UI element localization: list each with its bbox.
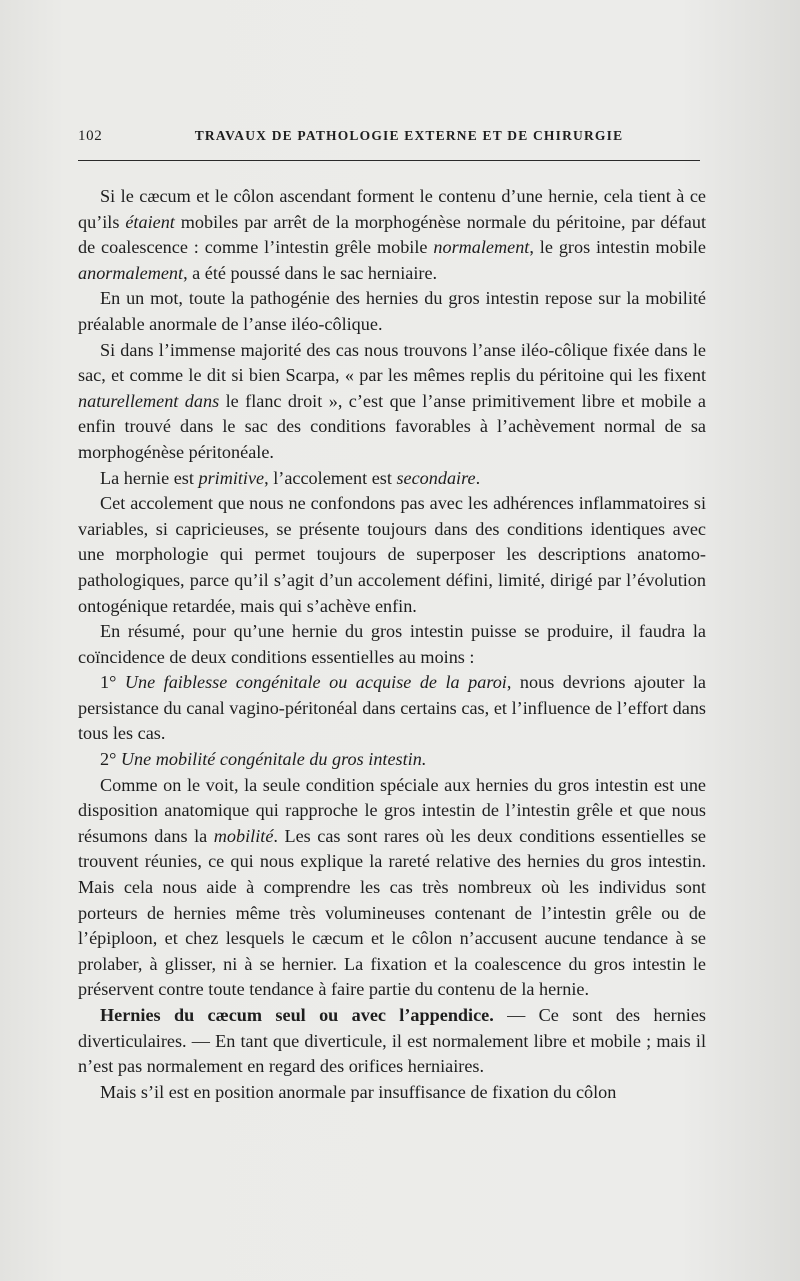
italic-text: Une faiblesse congénitale ou acquise de la paroi bbox=[124, 672, 507, 693]
paragraph bbox=[78, 1003, 706, 1080]
text-run: , l’accolement est bbox=[264, 467, 397, 488]
paragraph bbox=[78, 491, 706, 619]
text-run: , nous devrions ajouter la persistance du canal vagino-péritonéal dans certains cas, et l’influence de l’effort dans tous les cas. bbox=[78, 672, 706, 744]
paragraph bbox=[78, 747, 706, 773]
text-run: — Ce sont des hernies diverticulaires. — En tant que diverticule, il est normalement libre et mobile ; mais il n’est pas normalement en regard des orifices herniaires. bbox=[78, 1005, 706, 1077]
text-run: , a été poussé dans le sac herniaire. bbox=[183, 262, 438, 283]
bold-heading: Hernies du cæcum seul ou avec l’appendice. bbox=[100, 1005, 494, 1025]
paragraph bbox=[78, 619, 706, 670]
italic-text: secondaire bbox=[396, 467, 476, 488]
text-run: Comme on le voit, la seule condition spéciale aux hernies du gros intestin est une disposition anatomique qui rapproche le gros intestin de l’intestin grêle et que nous résumons dans la bbox=[78, 774, 706, 846]
italic-text: étaient bbox=[125, 211, 175, 232]
text-run: . Les cas sont rares où les deux conditions essentielles se trouvent réunies, ce qui nous explique la rareté relative des hernies du gros intestin. Mais cela nous aide à comprendre les cas très nombreux où les individus sont porteurs de hernies même très volumineuses contenant de l’intestin grêle ou de l’épiploon, et chez lesquels le cæcum et le côlon n’accusent aucune tendance à se prolaber, à glisser, ni à se hernier. La fixation et la coalescence du gros intestin le préservent contre toute tendance à faire partie du contenu de la hernie. bbox=[78, 825, 706, 1000]
text-run: Mais s’il est en position anormale par insuffisance de fixation du côlon bbox=[100, 1081, 617, 1102]
text-run: En résumé, pour qu’une hernie du gros intestin puisse se produire, il faudra la coïncidence de deux conditions essentielles au moins : bbox=[78, 621, 706, 667]
page-header bbox=[78, 128, 700, 145]
text-run: 1° bbox=[100, 672, 125, 693]
running-title: TRAVAUX DE PATHOLOGIE EXTERNE ET DE CHIRURGIE bbox=[194, 128, 624, 143]
italic-text: primitive bbox=[198, 467, 265, 488]
text-run: . bbox=[475, 467, 481, 488]
header-rule bbox=[78, 160, 700, 161]
italic-text: mobilité bbox=[213, 825, 274, 846]
text-run: La hernie est bbox=[100, 467, 199, 488]
italic-text: normalement bbox=[433, 237, 530, 258]
paragraph bbox=[78, 466, 706, 492]
paragraph bbox=[78, 286, 706, 337]
text-run: 2° bbox=[100, 749, 121, 770]
italic-text: anormalement bbox=[78, 262, 184, 283]
paragraph bbox=[78, 1080, 706, 1106]
text-run: Si dans l’immense majorité des cas nous trouvons l’anse iléo-côlique fixée dans le sac, et comme le dit si bien Scarpa, « par les mêmes replis du péritoine qui les fixent bbox=[78, 339, 706, 386]
text-run: le flanc droit », c’est que l’anse primitivement libre et mobile a enfin trouvé dans le sac des conditions favorables à l’achèvement normal de sa morphogénèse péritonéale. bbox=[78, 390, 706, 462]
italic-text: Une mobilité congénitale du gros intestin. bbox=[120, 749, 427, 770]
body-text bbox=[78, 184, 706, 1105]
text-run: En un mot, toute la pathogénie des hernies du gros intestin repose sur la mobilité préalable anormale de l’anse iléo-côlique. bbox=[78, 288, 706, 334]
italic-text: naturellement dans bbox=[78, 390, 220, 411]
page-number: 102 bbox=[78, 128, 103, 144]
paragraph bbox=[78, 670, 706, 747]
paragraph bbox=[78, 338, 706, 466]
text-run: mobiles par arrêt de la morphogénèse normale du péritoine, par défaut de coalescence : comme l’intestin grêle mobile bbox=[78, 211, 706, 258]
text-run: Si le cæcum et le côlon ascendant forment le contenu d’une hernie, cela tient à ce qu’ils bbox=[78, 186, 706, 232]
paragraph bbox=[78, 773, 706, 1003]
paragraph bbox=[78, 184, 706, 286]
text-run: , le gros intestin mobile bbox=[529, 237, 706, 258]
text-run: Cet accolement que nous ne confondons pas avec les adhérences inflammatoires si variables, si capricieuses, se présente toujours dans des conditions identiques avec une morphologie qui permet toujours de superposer les descriptions anatomo-pathologiques, parce qu’il s’agit d’un accolement défini, limité, dirigé par l’évolution ontogénique retardée, mais qui s’achève enfin. bbox=[78, 493, 706, 616]
